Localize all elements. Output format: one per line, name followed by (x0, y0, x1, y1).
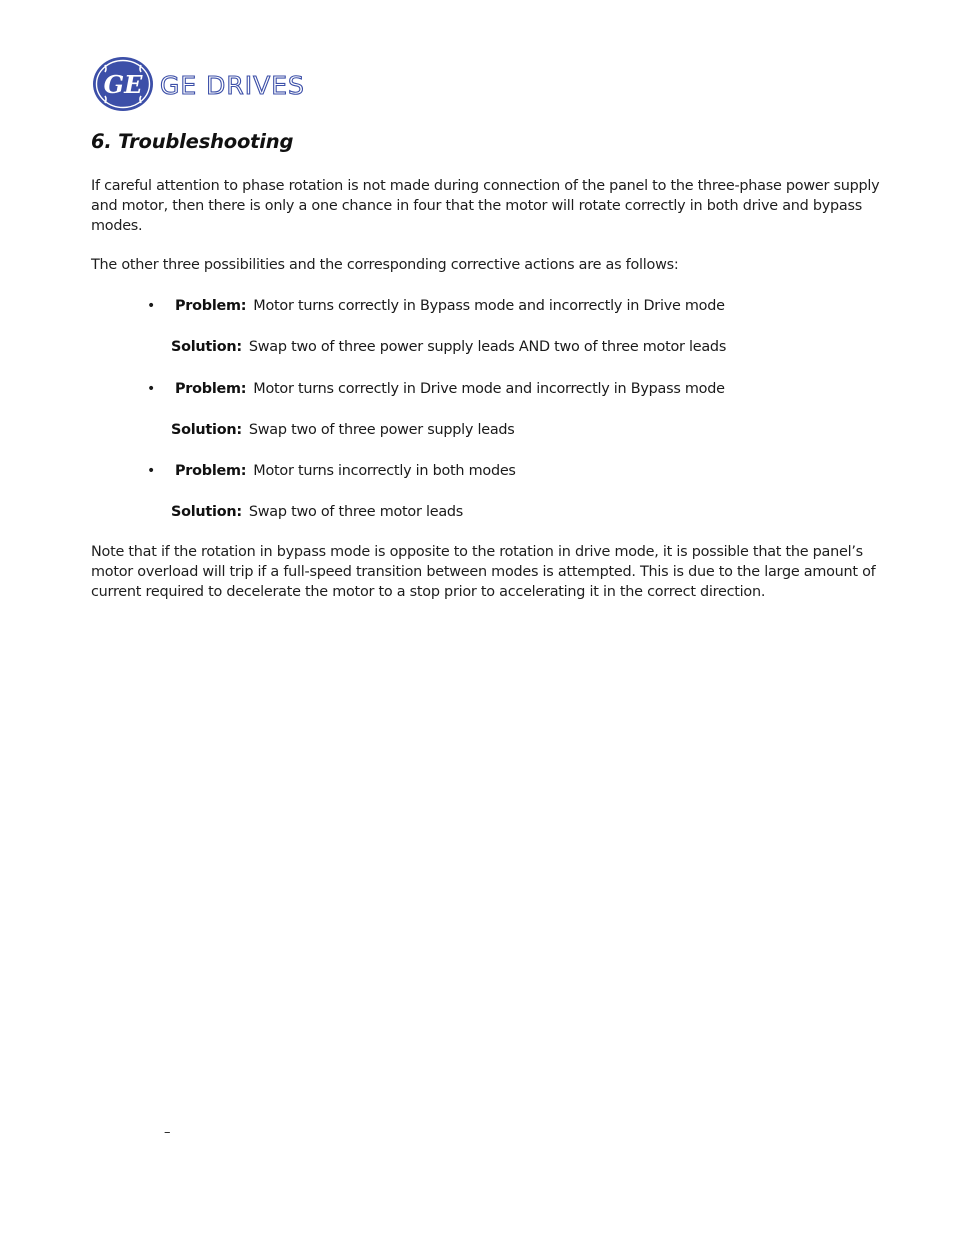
problem-label: Problem: (175, 298, 247, 315)
issue-item (91, 380, 891, 441)
problem-label: Problem: (175, 463, 247, 480)
solution-label: Solution: (171, 504, 242, 521)
solution-text: Swap two of three power supply leads (248, 421, 515, 438)
problem-text: Motor turns correctly in Drive mode and incorrectly in Bypass mode (253, 380, 725, 397)
logo-monogram: GE (103, 70, 143, 99)
lead-paragraph: The other three possibilities and the corresponding corrective actions are as follows: (91, 257, 679, 274)
solution-label: Solution: (171, 421, 242, 438)
issue-item (91, 462, 891, 523)
issue-item (91, 297, 891, 358)
bullet-icon: • (147, 380, 156, 397)
section-title: 6. Troubleshooting (91, 130, 294, 153)
page-header (92, 56, 305, 112)
footer-mark: – (164, 1125, 171, 1140)
problem-line (91, 297, 891, 317)
issue-list (91, 297, 891, 523)
solution-line (91, 503, 891, 523)
bullet-icon: • (147, 463, 156, 480)
note-paragraph: Note that if the rotation in bypass mode is opposite to the rotation in drive mode, it is possible that the panel’s motor overload will trip if a full-speed transition between modes is attempted. This is due to the large amount of current required to decelerate the motor to a stop prior to accelerating it in the correct direction. (91, 543, 876, 600)
problem-line (91, 380, 891, 400)
problem-text: Motor turns incorrectly in both modes (253, 463, 516, 480)
solution-text: Swap two of three motor leads (248, 504, 464, 521)
problem-text: Motor turns correctly in Bypass mode and incorrectly in Drive mode (253, 298, 725, 315)
solution-line (91, 421, 891, 441)
problem-label: Problem: (175, 380, 247, 397)
troubleshooting-section (91, 128, 891, 602)
solution-line (91, 338, 891, 358)
solution-text: Swap two of three power supply leads AND two of three motor leads (248, 338, 727, 355)
logo-wordmark: GE DRIVES (160, 70, 305, 100)
ge-logo-icon (92, 56, 154, 112)
intro-paragraph: If careful attention to phase rotation is not made during connection of the panel to the three-phase power supply and motor, then there is only a one chance in four that the motor will rotate correctly in both drive and bypass modes. (91, 178, 880, 234)
problem-line (91, 462, 891, 482)
solution-label: Solution: (171, 338, 242, 355)
bullet-icon: • (147, 298, 156, 315)
